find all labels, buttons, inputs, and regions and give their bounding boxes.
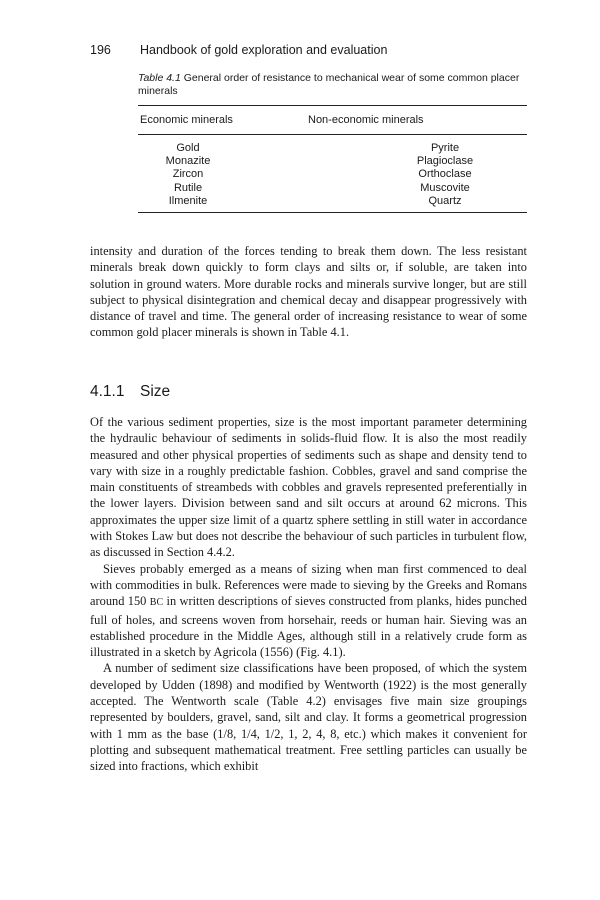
table-4-1: [138, 72, 527, 213]
table-row: [138, 135, 527, 156]
sieves-text-part-1: Sieves probably emerged as a means of sizing when man first commenced to deal with commodities in bulk. References were made to sieving by the Greeks and Romans around 150: [90, 561, 527, 609]
header-non-economic-minerals: Non-economic minerals: [238, 106, 527, 135]
intro-paragraph: intensity and duration of the forces tending to break them down. The less resistant minerals break down quickly to form clays and silts or, if soluble, are taken into solution in ground waters. More durable rocks and minerals survive longer, but are still subject to physical disintegration and chemical decay and disappear progressively with distance of travel and time. The general order of increasing resistance to wear of some common gold placer minerals is shown in Table 4.1.: [90, 244, 527, 340]
paragraph-sediment-size: Of the various sediment properties, size is the most important parameter determining the hydraulic behaviour of sediments in solids-fluid flow. It is also the most readily measured and other physical properties of sediments such as shape and density tend to vary with size in a roughly predictable fashion. Cobbles, gravel and sand comprise the main constituents of streambeds with cobbles and gravels represented preferentially in the lower layers. Division between sand and silt occurs at around 62 microns. This approximates the upper size limit of a quartz sphere settling in still water in accordance with Stokes Law but does not describe the behaviour of such particles in turbulent flow, as discussed in Section 4.4.2.: [90, 415, 527, 560]
non-economic-mineral-cell: Pyrite: [430, 142, 460, 154]
table-header-row: [138, 106, 527, 135]
minerals-table: [138, 105, 527, 213]
table-row: [138, 155, 527, 168]
economic-mineral-cell: Ilmenite: [138, 195, 238, 213]
page-number: 196: [90, 43, 111, 57]
section-number: 4.1.1: [90, 383, 125, 400]
sieves-text-part-2: in written descriptions of sieves constructed from planks, hides punched full of holes, and screens woven from horsehair, reeds or human hair. Sieving was an established procedure in the Middle Ages, although still in a relatively crude form as illustrated in a sketch by Agricola (1556) (Fig. 4.1).: [90, 594, 527, 660]
paragraph-sieves: [90, 561, 527, 661]
economic-mineral-cell: Rutile: [173, 181, 203, 194]
size-section-text: [90, 414, 527, 775]
intro-text-block: [90, 243, 527, 341]
economic-mineral-cell: Zircon: [172, 168, 204, 181]
section-title: Size: [140, 383, 171, 400]
era-abbreviation: BC: [149, 597, 164, 609]
economic-mineral-cell: Monazite: [165, 155, 211, 168]
table-label: Table 4.1: [138, 72, 181, 84]
table-caption-text: General order of resistance to mechanical wear of some common placer minerals: [138, 72, 520, 97]
running-head: [90, 43, 387, 57]
table-row: [138, 182, 527, 195]
non-economic-mineral-cell: Muscovite: [420, 181, 470, 194]
paragraph-classification: A number of sediment size classifications have been proposed, of which the system developed by Udden (1898) and modified by Wentworth (1922) is the most generally accepted. The Wentworth scale (Table 4.2) envisages five main size groupings represented by boulders, gravel, sand, silt and clay. It forms a geometrical progression with 1 mm as the base (1/8, 1/4, 1/2, 1, 2, 4, 8, etc.) which makes it convenient for plotting and subsequent mathematical treatment. Free settling particles can usually be sized into fractions, which exhibit: [90, 661, 527, 774]
economic-mineral-cell: Gold: [176, 142, 200, 154]
header-economic-minerals: Economic minerals: [138, 106, 238, 135]
non-economic-mineral-cell: Orthoclase: [418, 168, 472, 181]
non-economic-mineral-cell: Quartz: [238, 195, 527, 213]
table-row: [138, 195, 527, 213]
non-economic-mineral-cell: Plagioclase: [416, 155, 474, 168]
section-heading: [90, 383, 170, 401]
table-caption: [138, 72, 527, 97]
book-title: Handbook of gold exploration and evaluation: [140, 43, 388, 57]
table-row: [138, 168, 527, 181]
